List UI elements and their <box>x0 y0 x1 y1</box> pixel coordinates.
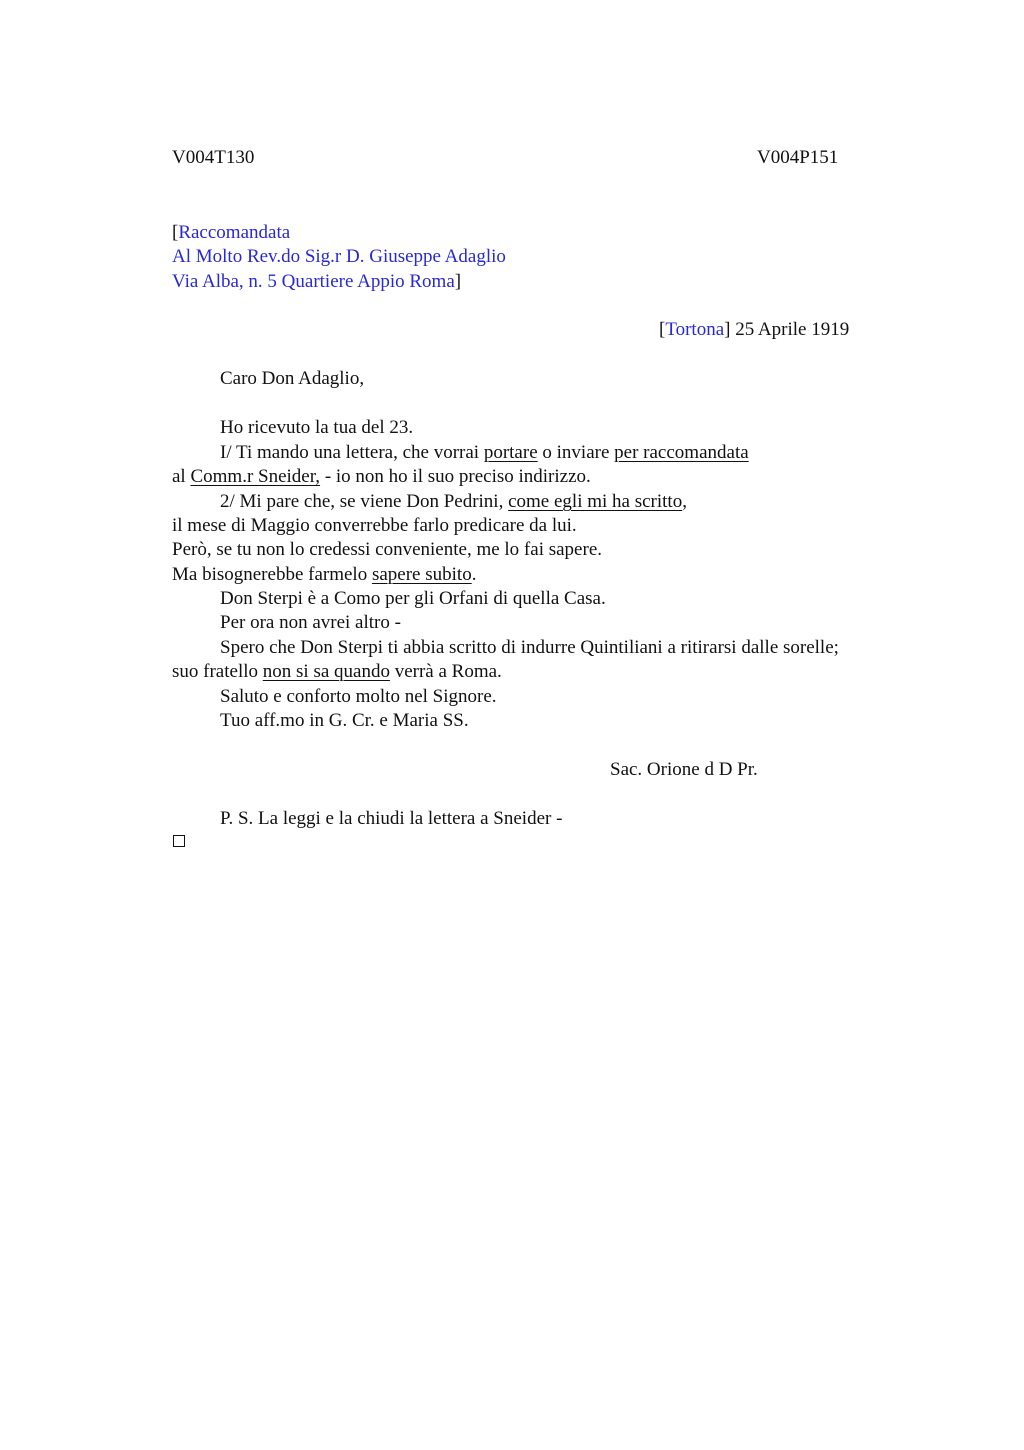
postscript: P. S. La leggi e la chiudi la lettera a Sneider - <box>220 808 563 829</box>
underlined-text: Comm.r Sneider, <box>190 466 321 487</box>
body-line: Don Sterpi è a Como per gli Orfani di quella Casa. <box>220 588 606 609</box>
checkbox-square-icon <box>173 835 185 847</box>
address-street: Via Alba, n. 5 Quartiere Appio Roma <box>172 271 455 292</box>
text-span: Ma bisognerebbe farmelo <box>172 564 372 585</box>
underlined-text: portare <box>483 442 538 463</box>
body-line: Però, se tu non lo credessi conveniente, me lo fai sapere. <box>172 539 602 560</box>
body-line: il mese di Maggio converrebbe farlo predicare da lui. <box>172 515 577 536</box>
underlined-text: sapere subito <box>371 564 472 585</box>
address-close-bracket: ] <box>454 271 462 292</box>
body-line: Spero che Don Sterpi ti abbia scritto di indurre Quintiliani a ritirarsi dalle sorelle; <box>220 637 839 658</box>
dateline <box>659 319 849 341</box>
underlined-text: non si sa quando <box>262 661 390 682</box>
body-line: Saluto e conforto molto nel Signore. <box>220 686 497 707</box>
dateline-place: Tortona <box>665 319 725 340</box>
address-line-1 <box>172 222 290 244</box>
address-line-2: Al Molto Rev.do Sig.r D. Giuseppe Adaglio <box>172 246 506 267</box>
body-line <box>172 466 591 488</box>
text-span: 2/ Mi pare che, se viene Don Pedrini, <box>220 491 509 512</box>
text-span: suo fratello <box>172 661 263 682</box>
dateline-date: 25 Aprile 1919 <box>730 319 850 340</box>
text-span: . <box>471 564 477 585</box>
address-registered: Raccomandata <box>178 222 291 243</box>
text-span: verrà a Roma. <box>389 661 502 682</box>
text-span: I/ Ti mando una lettera, che vorrai <box>220 442 484 463</box>
dateline-close-bracket: ] <box>724 319 731 340</box>
underlined-text: per raccomandata <box>614 442 749 463</box>
body-line <box>172 661 502 683</box>
body-line <box>172 564 476 586</box>
body-line: Ho ricevuto la tua del 23. <box>220 417 414 438</box>
body-line <box>220 491 687 513</box>
underlined-text: come egli mi ha scritto <box>508 491 683 512</box>
document-code-left: V004T130 <box>172 147 255 168</box>
signature: Sac. Orione d D Pr. <box>610 759 758 780</box>
address-open-bracket: [ <box>172 222 179 243</box>
address-line-3 <box>172 271 461 293</box>
text-span: o inviare <box>537 442 615 463</box>
text-span: , <box>682 491 687 512</box>
dateline-open-bracket: [ <box>659 319 666 340</box>
text-span: al <box>172 466 191 487</box>
document-code-right: V004P151 <box>757 147 839 168</box>
body-line <box>220 442 749 464</box>
salutation: Caro Don Adaglio, <box>220 368 365 389</box>
body-line: Per ora non avrei altro - <box>220 612 401 633</box>
text-span: - io non ho il suo preciso indirizzo. <box>320 466 591 487</box>
closing-line: Tuo aff.mo in G. Cr. e Maria SS. <box>220 710 469 731</box>
